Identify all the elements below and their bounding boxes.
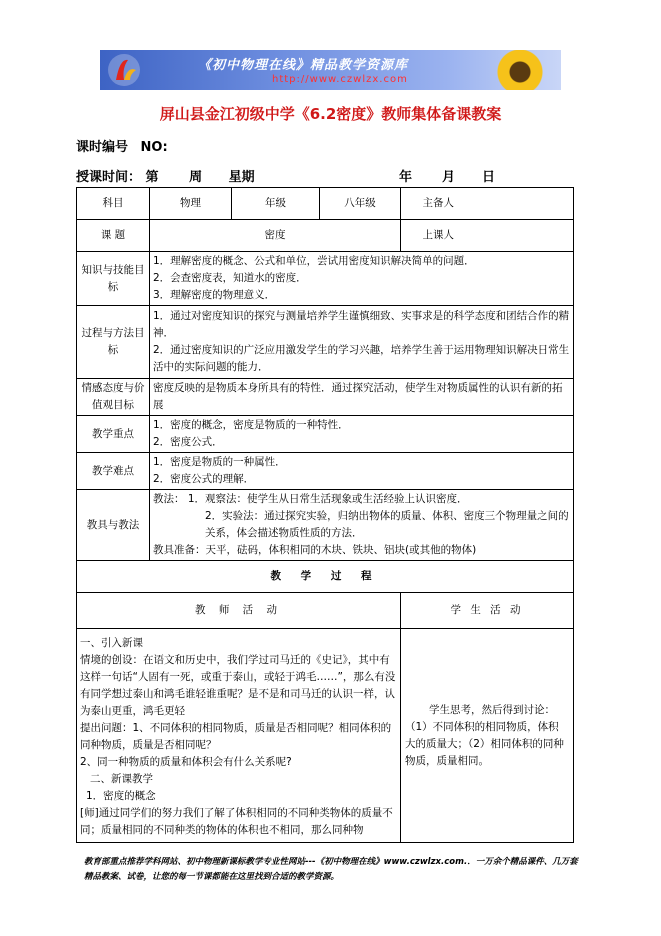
teacher-activity-content bbox=[77, 629, 401, 843]
objective-line: 密度反映的是物质本身所具有的特性．通过探究活动，使学生对物质属性的认识有新的拓展 bbox=[153, 382, 563, 411]
lesson-time-weekday: 星期 bbox=[228, 170, 255, 185]
info-row bbox=[77, 188, 574, 220]
lesson-time-month: 月 bbox=[442, 170, 456, 185]
teacher-line: [师]通过同学们的努力我们了解了体积相同的不同种类物体的质量不同；质量相同的不同种类的物体的体积也不相同，那么同种物 bbox=[80, 807, 393, 836]
objective-label: 情感态度与价值观目标 bbox=[77, 379, 150, 416]
grade-value: 八年级 bbox=[320, 188, 401, 220]
grade-label: 年级 bbox=[232, 188, 320, 220]
lesson-plan-table bbox=[76, 187, 574, 843]
objective-row-key-points bbox=[77, 416, 574, 453]
topic-label: 课 题 bbox=[77, 220, 150, 252]
teacher-line: 提出问题：1、不同体积的相同物质，质量是否相同呢？相同体积的同种物质，质量是否相同呢？ bbox=[80, 722, 392, 751]
process-content-row bbox=[77, 629, 574, 843]
objective-content bbox=[150, 306, 574, 379]
teacher-activity-header: 教 师 活 动 bbox=[77, 593, 401, 629]
student-activity-header: 学 生 活 动 bbox=[401, 593, 574, 629]
teacher-label: 上课人 bbox=[423, 220, 574, 252]
lesson-no-label: 课时编号 bbox=[76, 140, 129, 155]
objective-line: 2．密度公式的理解． bbox=[153, 473, 255, 485]
lesson-no-row bbox=[76, 136, 168, 155]
objective-line: 3．理解密度的物理意义． bbox=[153, 289, 276, 301]
objective-content bbox=[150, 453, 574, 490]
site-banner bbox=[100, 50, 561, 90]
objective-content bbox=[150, 416, 574, 453]
objective-label: 知识与技能目标 bbox=[77, 252, 150, 306]
objective-label: 教学难点 bbox=[77, 453, 150, 490]
process-columns-row bbox=[77, 593, 574, 629]
objective-line: 1．密度是物质的一种属性． bbox=[153, 456, 286, 468]
teacher-line: 二、新课教学 bbox=[90, 773, 153, 785]
objective-content bbox=[150, 252, 574, 306]
objective-label: 教学重点 bbox=[77, 416, 150, 453]
teacher-line: 情境的创设：在语文和历史中，我们学过司马迁的《史记》，其中有这样一句话“人固有一死，或重于泰山，或轻于鸿毛……”，那么有没有同学想过泰山和鸿毛谁轻谁重呢？是不是和司马迁的认识一样，认为泰山更重，鸿毛更轻 bbox=[80, 654, 396, 717]
subject-label: 科目 bbox=[77, 188, 150, 220]
lesson-time-label: 授课时间： bbox=[76, 170, 142, 185]
topic-value: 密度 bbox=[150, 220, 401, 252]
objective-line: 1．通过对密度知识的探究与测量培养学生谨慎细致、实事求是的科学态度和团结合作的精神． bbox=[153, 310, 570, 339]
lesson-time-day: 日 bbox=[482, 170, 496, 185]
lesson-time-row bbox=[76, 166, 576, 185]
methods-line: 教具准备：天平，砝码，体积相同的木块、铁块、铝块(或其他的物体) bbox=[153, 544, 477, 556]
sunflower-icon bbox=[492, 50, 548, 90]
teacher-label-cell bbox=[401, 220, 423, 252]
methods-line: 2．实验法：通过探究实验，归纳出物体的质量、体积、密度三个物理量之间的关系，体会描述物质性质的方法． bbox=[205, 510, 569, 539]
site-logo-icon bbox=[106, 52, 142, 88]
methods-row bbox=[77, 490, 574, 561]
preparer-label-cell bbox=[401, 188, 423, 220]
lesson-time-year: 年 bbox=[399, 170, 413, 185]
teacher-line: 2、同一种物质的质量和体积会有什么关系呢? bbox=[80, 756, 292, 768]
objective-row-difficulties bbox=[77, 453, 574, 490]
objective-line: 1．密度的概念，密度是物质的一种特性． bbox=[153, 419, 349, 431]
objective-row-process bbox=[77, 306, 574, 379]
objective-label: 过程与方法目标 bbox=[77, 306, 150, 379]
lesson-time-week-suffix: 周 bbox=[189, 170, 203, 185]
page-footer: 教育部重点推荐学科网站、初中物理新课标教学专业性网站---《初中物理在线》www.czwlzx.com.．一万余个精品课件、几万套精品教案、试卷，让您的每一节课都能在这里找到合适的教学资源。 bbox=[84, 857, 578, 882]
process-heading-row bbox=[77, 561, 574, 593]
objective-line: 2．会查密度表，知道水的密度． bbox=[153, 272, 307, 284]
lesson-no-value: NO: bbox=[140, 140, 168, 155]
page-title: 屏山县金江初级中学《6.2密度》教师集体备课教案 bbox=[159, 105, 502, 123]
methods-line: 教法： 1．观察法：使学生从日常生活现象或生活经验上认识密度． bbox=[153, 493, 468, 505]
banner-url[interactable]: http://www.czwlzx.com bbox=[272, 74, 408, 85]
objective-content bbox=[150, 379, 574, 416]
subject-value: 物理 bbox=[150, 188, 232, 220]
methods-label: 教具与教法 bbox=[77, 490, 150, 561]
lesson-time-week-prefix: 第 bbox=[145, 170, 159, 185]
topic-row bbox=[77, 220, 574, 252]
objective-line: 2．密度公式． bbox=[153, 436, 223, 448]
banner-title: 《初中物理在线》精品教学资源库 bbox=[198, 58, 409, 73]
methods-content bbox=[150, 490, 574, 561]
objective-line: 1．理解密度的概念、公式和单位，尝试用密度知识解决简单的问题． bbox=[153, 255, 475, 267]
student-activity-content: 学生思考，然后得到讨论：（1）不同体积的相同物质，体积大的质量大；（2）相同体积的同种物质，质量相同。 bbox=[401, 629, 574, 843]
objective-row-knowledge bbox=[77, 252, 574, 306]
objective-line: 2．通过密度知识的广泛应用激发学生的学习兴趣，培养学生善于运用物理知识解决日常生活中的实际问题的能力． bbox=[153, 344, 570, 373]
teacher-line: 1．密度的概念 bbox=[86, 790, 156, 802]
teacher-line: 一、引入新课 bbox=[80, 637, 143, 649]
objective-row-attitude bbox=[77, 379, 574, 416]
preparer-label: 主备人 bbox=[423, 188, 574, 220]
process-heading: 教 学 过 程 bbox=[77, 561, 574, 593]
